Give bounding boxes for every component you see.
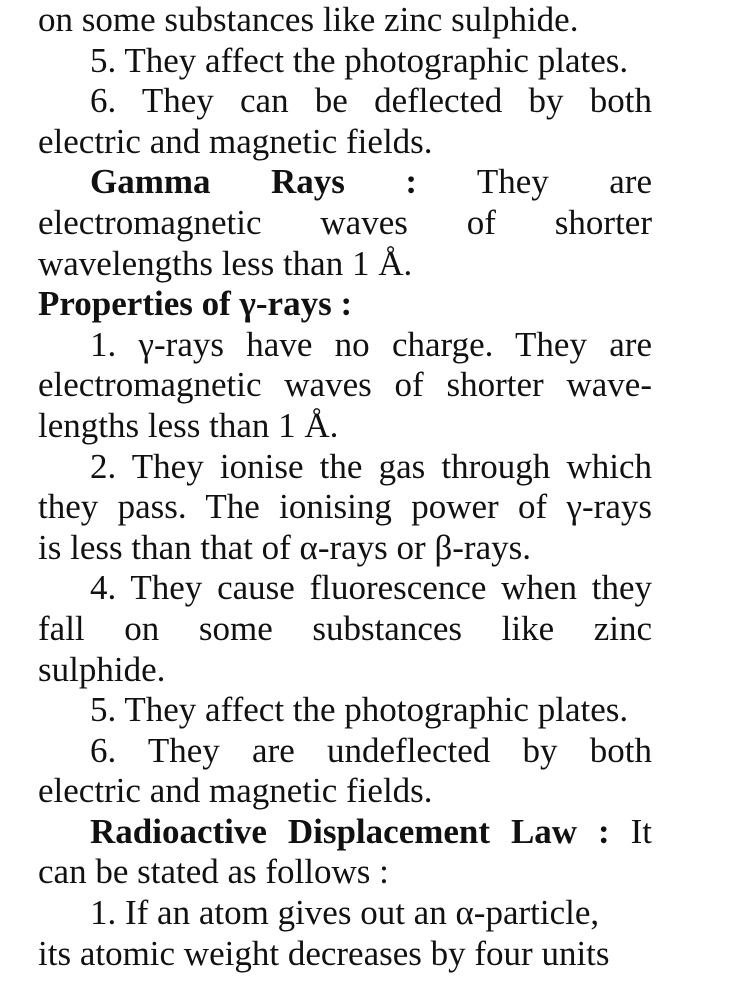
- text-line: its atomic weight decreases by four units: [38, 933, 610, 973]
- section-heading-gamma-rays: [38, 162, 652, 203]
- text-line: lengths less than 1 Å.: [38, 405, 339, 445]
- text-line: electric and magnetic fields.: [38, 121, 433, 161]
- text-line: 6. They can be deflected by both: [90, 81, 652, 121]
- heading-continuation: It: [630, 811, 652, 851]
- section-heading-displacement-law: [38, 812, 652, 853]
- text-line: electromagnetic waves of shorter wave-: [38, 365, 652, 405]
- text-line: 1. γ-rays have no charge. They are: [90, 324, 652, 364]
- text-line: 6. They are undeflected by both: [90, 730, 652, 770]
- text-line: on some substances like zinc sulphide.: [38, 0, 579, 39]
- text-line: they pass. The ionising power of γ-rays: [38, 487, 652, 527]
- text-line: 5. They affect the photographic plates.: [90, 40, 629, 80]
- text-line: 5. They affect the photographic plates.: [90, 690, 629, 730]
- text-line: 4. They cause fluorescence when they: [90, 568, 652, 608]
- text-line: is less than that of α-rays or β-rays.: [38, 527, 531, 567]
- text-line: wavelengths less than 1 Å.: [38, 243, 413, 283]
- heading-continuation: They are: [476, 162, 653, 202]
- text-line: fall on some substances like zinc: [38, 608, 652, 648]
- heading-label: Radioactive Displacement Law :: [90, 811, 610, 851]
- document-page: [38, 0, 652, 974]
- section-heading-properties: Properties of γ-rays :: [38, 284, 353, 324]
- heading-label: Gamma Rays :: [90, 162, 418, 202]
- text-line: 2. They ionise the gas through which: [90, 446, 652, 486]
- text-line: electric and magnetic fields.: [38, 771, 433, 811]
- text-line: electromagnetic waves of shorter: [38, 202, 652, 242]
- text-line: 1. If an atom gives out an α-particle,: [90, 893, 600, 933]
- text-line: can be stated as follows :: [38, 852, 389, 892]
- text-line: sulphide.: [38, 649, 166, 689]
